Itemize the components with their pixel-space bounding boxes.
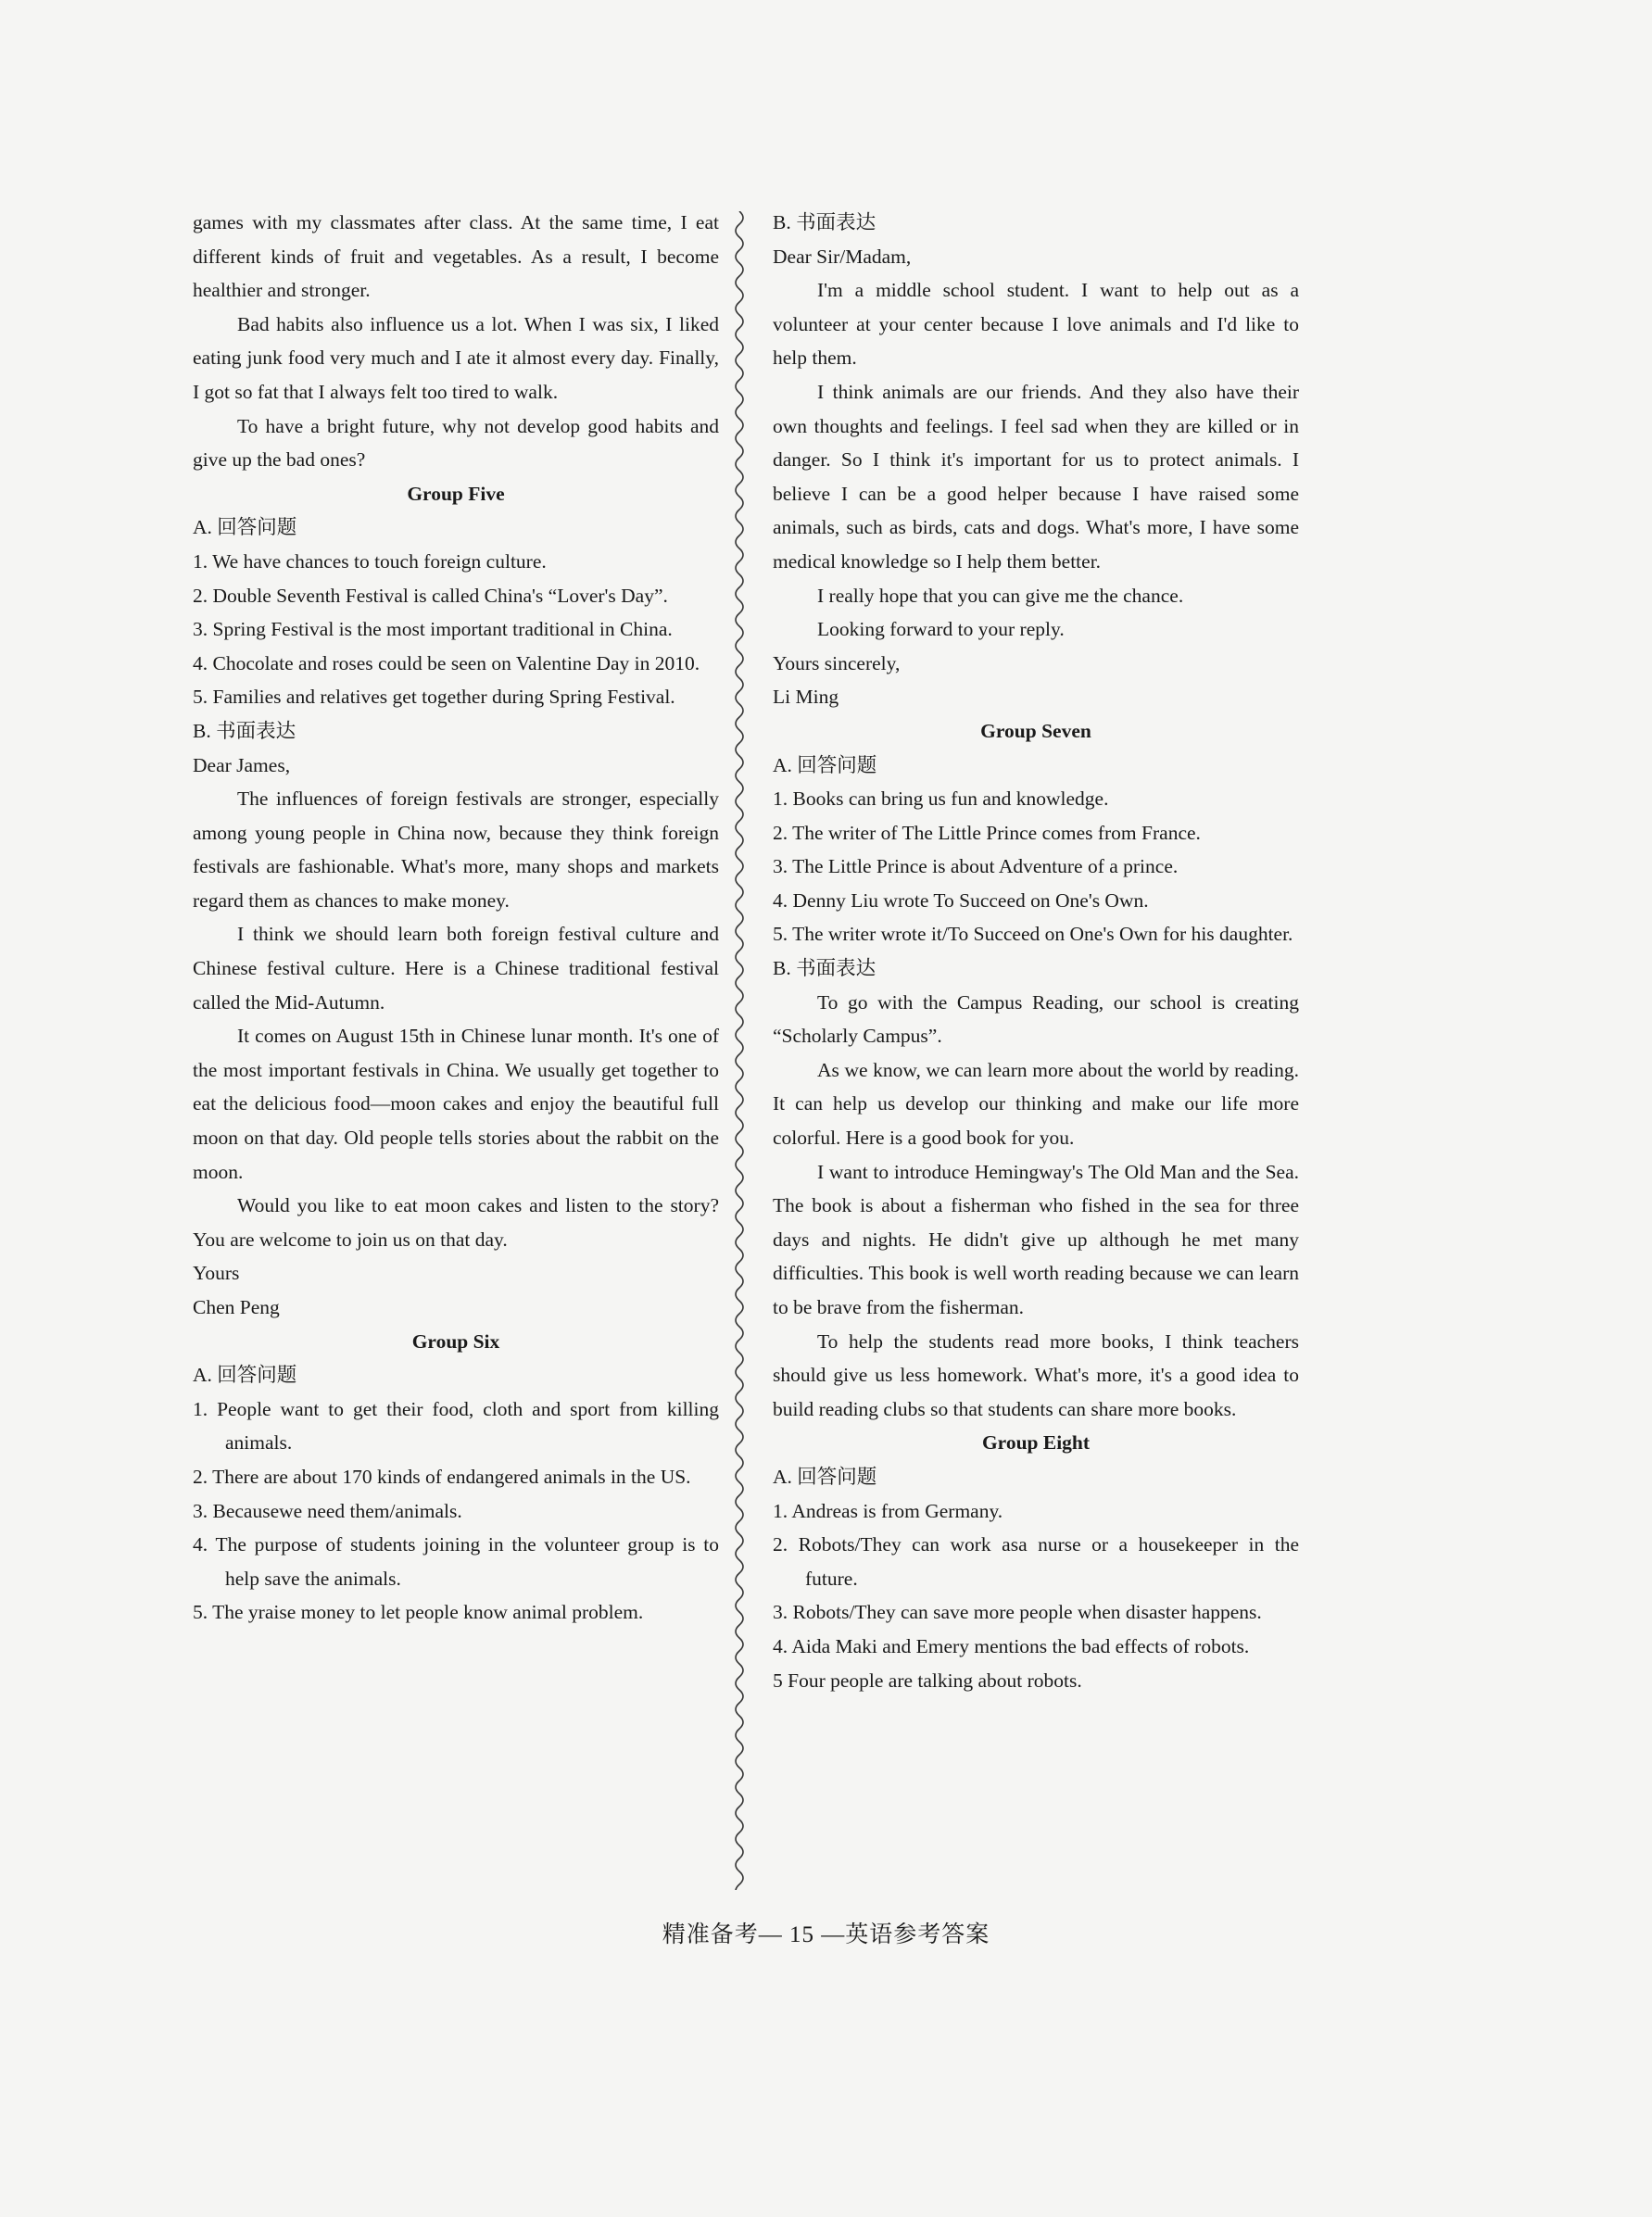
paragraph: As we know, we can learn more about the world by reading. It can help us develop our thinking and make our life more colorful. Here is a good book for you.: [773, 1058, 1299, 1150]
paragraph: To have a bright future, why not develop good habits and give up the bad ones?: [193, 414, 719, 472]
group-heading: Group Six: [411, 1329, 500, 1353]
answer-item: 5. The writer wrote it/To Succeed on One's Own for his daughter.: [773, 923, 1293, 946]
group-heading: Group Five: [407, 482, 505, 505]
paragraph: I think we should learn both foreign festival culture and Chinese festival culture. Here is a Chinese traditional festival called the Mid-Autumn.: [193, 923, 719, 1014]
section-label: A. 回答问题: [193, 516, 297, 539]
group-heading: Group Seven: [980, 719, 1091, 742]
answer-item: 3. Spring Festival is the most important traditional in China.: [193, 618, 673, 641]
section-label: A. 回答问题: [773, 1465, 877, 1488]
paragraph: 5 Four people are talking about robots.: [773, 1669, 1082, 1692]
paragraph: To help the students read more books, I think teachers should give us less homework. What's more, it's a good idea to build reading clubs so that students can share more books.: [773, 1329, 1299, 1420]
paragraph: games with my classmates after class. At the same time, I eat different kinds of fruit and vegetables. As a result, I become healthier and stronger.: [193, 211, 719, 302]
paragraph: I'm a middle school student. I want to help out as a volunteer at your center because I love animals and I'd like to help them.: [773, 279, 1299, 370]
section-label: B. 书面表达: [773, 957, 876, 980]
answer-item: 1. We have chances to touch foreign culture.: [193, 549, 547, 573]
section-label: A. 回答问题: [773, 753, 877, 776]
answer-item: 2. Robots/They can work asa nurse or a housekeeper in the future.: [773, 1533, 1299, 1590]
answer-item: 3. Becausewe need them/animals.: [193, 1499, 462, 1522]
answer-item: 4. The purpose of students joining in the volunteer group is to help save the animals.: [193, 1533, 719, 1590]
paragraph: Looking forward to your reply.: [817, 618, 1065, 641]
section-label: A. 回答问题: [193, 1364, 297, 1387]
paragraph: I really hope that you can give me the chance.: [817, 584, 1184, 607]
paragraph: Dear Sir/Madam,: [773, 245, 912, 268]
page-footer: 精准备考— 15 —英语参考答案: [662, 1922, 990, 1947]
answer-item: 4. Aida Maki and Emery mentions the bad effects of robots.: [773, 1634, 1250, 1657]
answer-item: 1. Andreas is from Germany.: [773, 1499, 1003, 1522]
answer-item: 2. There are about 170 kinds of endangered animals in the US.: [193, 1465, 691, 1488]
section-label: B. 书面表达: [193, 719, 296, 742]
paragraph: The influences of foreign festivals are stronger, especially among young people in China now, because they think foreign festivals are fashionable. What's more, many shops and markets regard them as chances to make money.: [193, 787, 719, 912]
paragraph: To go with the Campus Reading, our school is creating “Scholarly Campus”.: [773, 990, 1299, 1048]
paragraph: Yours sincerely,: [773, 651, 901, 674]
answer-item: 5. The yraise money to let people know animal problem.: [193, 1601, 644, 1624]
answer-item: 4. Denny Liu wrote To Succeed on One's Own.: [773, 888, 1149, 912]
paragraph: It comes on August 15th in Chinese lunar month. It's one of the most important festivals in China. We usually get together to eat the delicious food—moon cakes and enjoy the beautiful full moon on that day. Old people tells stories about the rabbit on the moon.: [193, 1025, 719, 1183]
paragraph: Yours: [193, 1262, 240, 1285]
paragraph: I think animals are our friends. And they also have their own thoughts and feelings. I feel sad when they are killed or in danger. So I think it's important for us to protect animals. I believe I can be a good helper because I have raised some animals, such as birds, cats and dogs. What's more, I have some medical knowledge so I help them better.: [773, 380, 1299, 573]
paragraph: I want to introduce Hemingway's The Old Man and the Sea. The book is about a fisherman who fished in the sea for three days and nights. He didn't give up although he met many difficulties. This book is well worth reading because we can learn to be brave from the fisherman.: [773, 1160, 1299, 1318]
answer-item: 1. People want to get their food, cloth and sport from killing animals.: [193, 1397, 719, 1455]
paragraph: Chen Peng: [193, 1296, 280, 1318]
left-column: [193, 206, 719, 1630]
answer-item: 2. The writer of The Little Prince comes from France.: [773, 821, 1201, 844]
paragraph: Bad habits also influence us a lot. When I was six, I liked eating junk food very much and I ate it almost every day. Finally, I got so fat that I always felt too tired to walk.: [193, 312, 719, 403]
answer-item: 3. Robots/They can save more people when disaster happens.: [773, 1601, 1262, 1624]
paragraph: Li Ming: [773, 686, 839, 709]
answer-item: 5. Families and relatives get together during Spring Festival.: [193, 686, 675, 709]
answer-item: 2. Double Seventh Festival is called China's “Lover's Day”.: [193, 584, 668, 607]
paragraph: Dear James,: [193, 753, 291, 776]
answer-item: 3. The Little Prince is about Adventure of a prince.: [773, 855, 1179, 878]
answer-item: 1. Books can bring us fun and knowledge.: [773, 787, 1109, 811]
section-label: B. 书面表达: [773, 211, 876, 233]
group-heading: Group Eight: [981, 1431, 1091, 1455]
answer-item: 4. Chocolate and roses could be seen on Valentine Day in 2010.: [193, 651, 700, 674]
column-divider: [730, 211, 749, 1890]
right-column: [773, 206, 1299, 1697]
paragraph: Would you like to eat moon cakes and listen to the story? You are welcome to join us on that day.: [193, 1194, 719, 1251]
